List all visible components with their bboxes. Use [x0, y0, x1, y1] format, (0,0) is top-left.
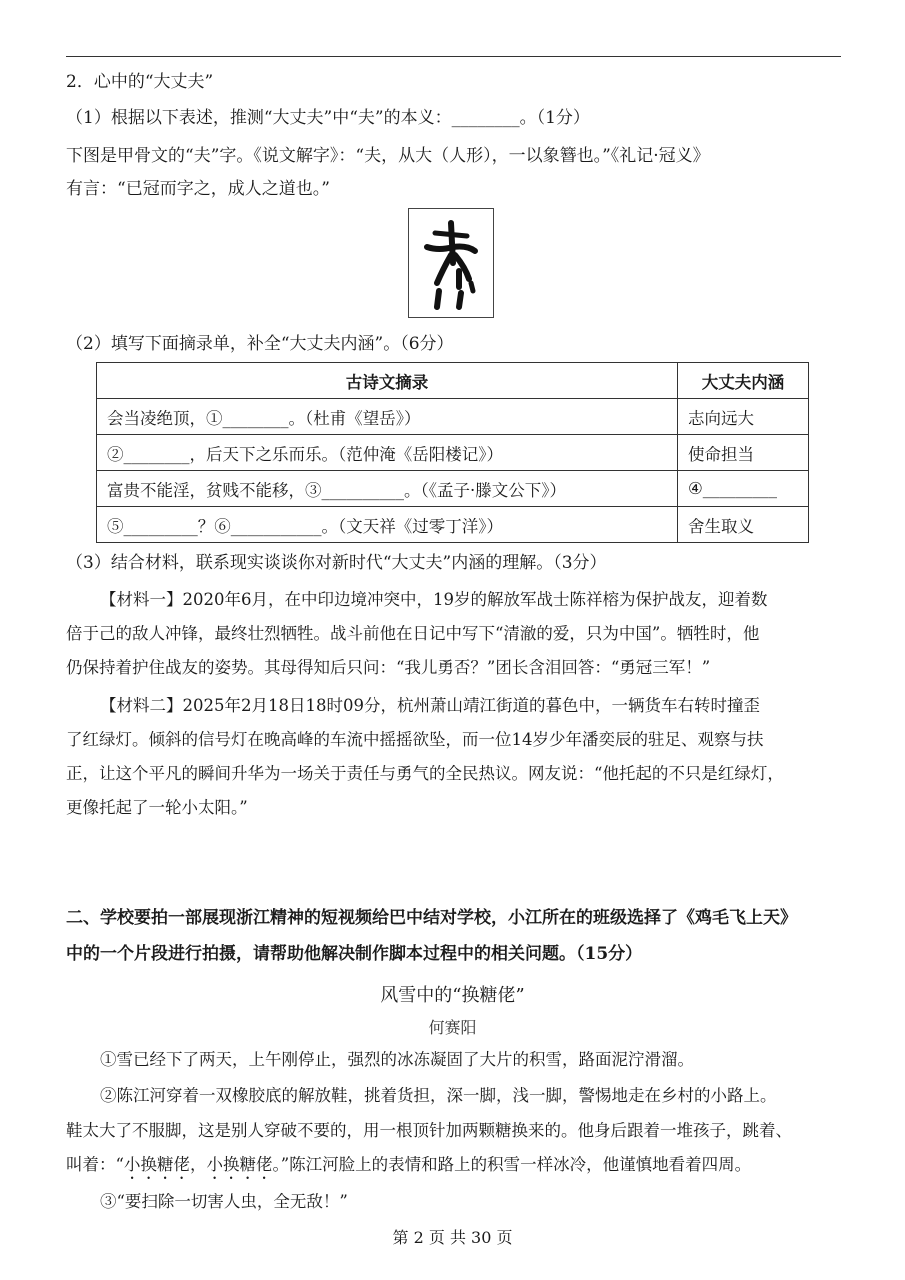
question-2-1: （1）根据以下表述，推测“大丈夫”中“夫”的本义：________。（1分） — [66, 108, 590, 128]
material-2-line: 了红绿灯。倾斜的信号灯在晚高峰的车流中摇摇欲坠，而一位14岁少年潘奕辰的驻足、观察与扶 — [66, 730, 764, 749]
oracle-bone-fu-character-image — [408, 208, 494, 318]
oracle-description-line-2: 有言：“已冠而字之，成人之道也。” — [66, 179, 330, 199]
story-author: 何赛阳 — [428, 1018, 477, 1037]
material-1-line: 仍保持着护住战友的姿势。其母得知后只问：“我儿勇否？”团长含泪回答：“勇冠三军！” — [66, 658, 711, 677]
material-1-line: 倍于己的敌人冲锋，最终壮烈牺牲。战斗前他在日记中写下“清澈的爱，只为中国”。牺牲时，他 — [66, 624, 760, 643]
question-2-title: 2．心中的“大丈夫” — [66, 72, 214, 92]
material-2-line: 正，让这个平凡的瞬间升华为一场关于责任与勇气的全民热议。网友说：“他托起的不只是红绿灯， — [66, 764, 784, 783]
story-paragraph-2-line-2: 鞋太大了不服脚，这是别人穿破不要的，用一根顶针加两颗糖换来的。他身后跟着一堆孩子，跳着、 — [66, 1121, 792, 1140]
oracle-description-line-1: 下图是甲骨文的“夫”字。《说文解字》：“夫，从大（人形），一以象簪也。”《礼记·冠义》 — [66, 146, 710, 166]
story-paragraph-3: ③“要扫除一切害人虫，全无敌！” — [100, 1192, 348, 1211]
material-1-line: 【材料一】2020年6月，在中印边境冲突中，19岁的解放军战士陈祥榕为保护战友，迎着数 — [100, 590, 768, 609]
page-footer: 第 2 页 共 30 页 — [392, 1228, 513, 1247]
table-row — [97, 435, 809, 471]
table-cell: ⑤_________？⑥___________。（文天祥《过零丁洋》） — [97, 507, 678, 543]
story-title: 风雪中的“换糖佬” — [380, 985, 525, 1006]
story-paragraph-2-line-1: ②陈江河穿着一双橡胶底的解放鞋，挑着货担，深一脚，浅一脚，警惕地走在乡村的小路上。 — [100, 1086, 777, 1105]
section-2-heading-line-1: 二、学校要拍一部展现浙江精神的短视频给巴中结对学校，小江所在的班级选择了《鸡毛飞上天》 — [66, 908, 797, 928]
table-cell: ④_________ — [678, 471, 809, 507]
table-cell: 舍生取义 — [678, 507, 809, 543]
oracle-bone-glyph — [409, 209, 493, 317]
material-2-line: 更像托起了一轮小太阳。” — [66, 798, 248, 817]
quote-lead: 叫着：“ — [66, 1155, 124, 1174]
table-header-row — [97, 363, 809, 399]
table-cell: 富贵不能淫，贫贱不能移，③__________。（《孟子·滕文公下》） — [97, 471, 678, 507]
question-2-2: （2）填写下面摘录单，补全“大丈夫内涵”。（6分） — [66, 334, 454, 354]
table-cell: 会当凌绝顶，①________。（杜甫《望岳》） — [97, 399, 678, 435]
header-rule — [66, 56, 841, 57]
quote-tail: 。”陈江河脸上的表情和路上的积雪一样冰冷，他谨慎地看着四周。 — [272, 1155, 752, 1174]
excerpt-table — [96, 362, 809, 543]
table-row — [97, 399, 809, 435]
table-header: 古诗文摘录 — [97, 363, 678, 399]
material-2-line: 【材料二】2025年2月18日18时09分，杭州萧山靖江街道的暮色中，一辆货车右转时撞歪 — [100, 696, 760, 715]
section-2-heading-line-2: 中的一个片段进行拍摄，请帮助他解决制作脚本过程中的相关问题。（15分） — [66, 944, 643, 964]
table-cell: ②________，后天下之乐而乐。（范仲淹《岳阳楼记》） — [97, 435, 678, 471]
table-header: 大丈夫内涵 — [678, 363, 809, 399]
emphasized-quote: 小换糖佬，小换糖佬 — [123, 1155, 273, 1174]
story-paragraph-1: ①雪已经下了两天，上午刚停止，强烈的冰冻凝固了大片的积雪，路面泥泞滑溜。 — [100, 1050, 694, 1069]
table-cell: 使命担当 — [678, 435, 809, 471]
table-row — [97, 507, 809, 543]
story-paragraph-2-line-3 — [66, 1154, 751, 1183]
table-row — [97, 471, 809, 507]
table-cell: 志向远大 — [678, 399, 809, 435]
question-2-3: （3）结合材料，联系现实谈谈你对新时代“大丈夫”内涵的理解。（3分） — [66, 553, 607, 573]
